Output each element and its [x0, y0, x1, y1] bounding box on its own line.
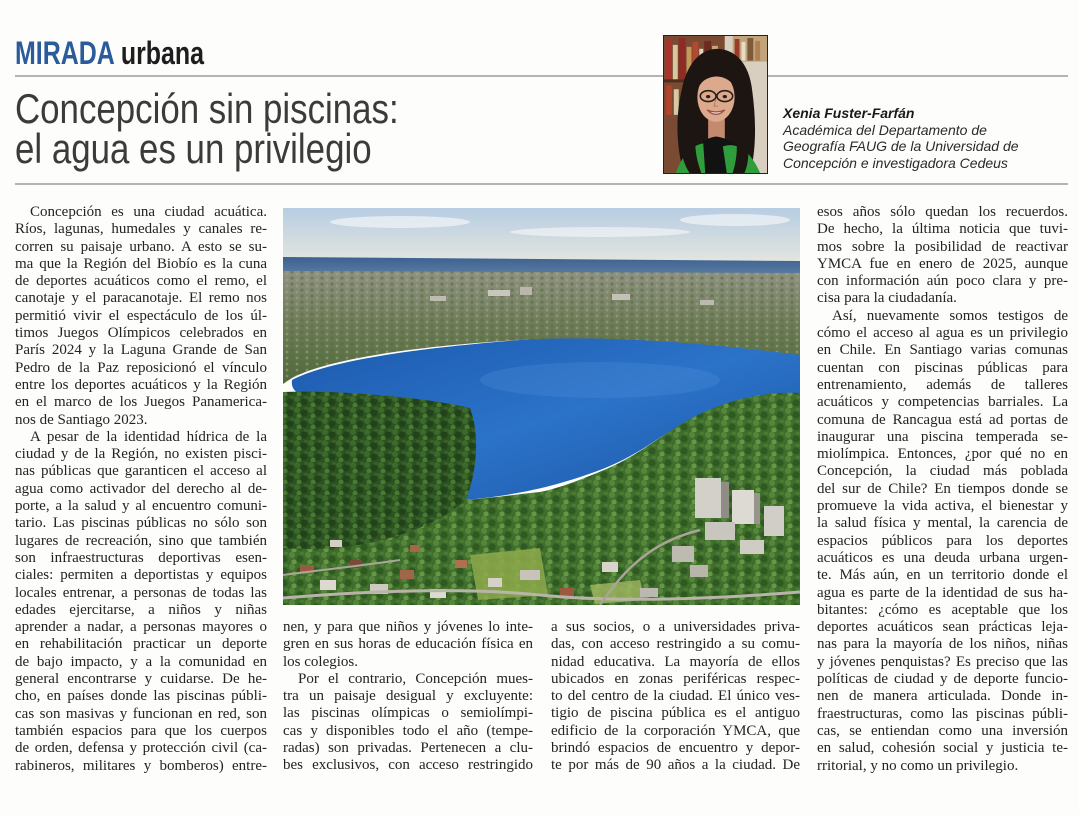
text-line: Por el contrario, Concepción mues- — [298, 670, 533, 687]
text-line: en el marco de los Juegos Panamerica- — [15, 394, 267, 411]
text-line: bes exclusivos, con acceso restringido — [283, 757, 533, 774]
text-line: en salud, cohesión social y justicia te- — [817, 740, 1068, 757]
text-line: Pedro de la Paz reposicionó el vínculo — [15, 359, 267, 376]
text-line: de bajo impacto, y a la comunidad en — [15, 653, 267, 670]
text-line: ciudad y de la Región, no existen pisci- — [15, 446, 267, 463]
headline-rule — [15, 183, 1068, 185]
text-line: y jóvenes penquistas? Es preciso que las — [817, 653, 1068, 670]
headline-line-2: el agua es un privilegio — [15, 125, 372, 172]
text-line: aprender a nadar, a personas mayores o — [15, 619, 267, 636]
column-2 — [283, 619, 533, 775]
headline-line-1: Concepción sin piscinas: — [15, 85, 399, 132]
text-line: políticas de ciudad y de deporte funcio- — [817, 671, 1068, 688]
author-bio-line: Concepción e investigadora Cedeus — [783, 155, 1008, 172]
text-line: De hecho, la última noticia que tuvi- — [817, 221, 1068, 238]
text-line: bitantes: ¿cómo es aceptable que los — [817, 601, 1068, 618]
text-line: entrenamiento, además de talleres — [817, 376, 1068, 393]
text-line: ciales: permiten a deportistas y equipos — [15, 567, 267, 584]
headline — [15, 85, 477, 172]
text-line: comuna de Rancagua está ad portas de — [817, 411, 1068, 428]
text-line: nen de manera articulada. Donde in- — [817, 688, 1068, 705]
text-line: inaugurar una piscina temperada se- — [817, 428, 1068, 445]
header-rule — [15, 75, 1068, 77]
text-line: con información aún poco clara y pre- — [817, 273, 1068, 290]
text-line: Concepción es una ciudad acuática. — [30, 204, 267, 220]
text-line: locales entrenar, a personas de todas las — [15, 584, 267, 601]
text-line: miolímpica. Entonces, ¿por qué no en — [817, 446, 1068, 463]
author-bio-line: Geografía FAUG de la Universidad de — [783, 138, 1019, 155]
author-name: Xenia Fuster-Farfán — [783, 105, 915, 121]
column-4 — [817, 204, 1068, 775]
text-line: acuáticos y competencias barriales. La — [817, 394, 1068, 411]
text-line: los colegios. — [283, 653, 358, 670]
text-line: te. Más aún, en un territorio donde el — [817, 567, 1068, 584]
text-line: cho, en países donde las piscinas públi- — [15, 688, 267, 705]
text-line: canotaje y el paracanotaje. El remo nos — [15, 290, 267, 307]
text-line: acuáticos es una deuda urbana urgen- — [817, 549, 1068, 566]
text-line: to del centro de la ciudad. El único ves- — [551, 688, 800, 705]
text-line: son infraestructuras deportivas esen- — [15, 549, 267, 566]
text-line: timos Juegos Olímpicos celebrados en — [15, 325, 267, 342]
text-line: das, con acceso restringido a su comu- — [551, 636, 800, 653]
text-line: A pesar de la identidad hídrica de la — [30, 428, 267, 445]
text-line: ubicados en zonas periféricas respec- — [551, 670, 800, 687]
text-line: permitió vivir el espectáculo de los úl- — [15, 307, 267, 324]
text-line: cas y disponibles todo el año (tempe- — [283, 722, 533, 739]
text-line: lugares de recreación, sino que también — [15, 532, 267, 549]
text-line: tario. Las piscinas públicas no sólo son — [15, 515, 267, 532]
text-line: gren en sus horas de educación física en — [283, 636, 533, 653]
text-line: ma que la Región del Biobío es la cuna — [15, 255, 267, 272]
column-1 — [15, 204, 267, 775]
article-photo — [283, 208, 800, 605]
text-line: cuentan con piscinas públicas para — [817, 359, 1068, 376]
text-line: brindó espacios de encuentro y depor- — [551, 740, 800, 757]
text-line: porte, a la salud y al encuentro comuni- — [15, 498, 267, 515]
text-line: rritorial, y no como un privilegio. — [817, 757, 1019, 774]
text-line: las piscinas olímpicas o semiolímpi- — [283, 705, 533, 722]
text-line: edades ejercitarse, a niños y niñas — [15, 601, 267, 618]
text-line: nen, y para que niños y jóvenes lo inte- — [283, 619, 533, 635]
section-title-main: MIRADA — [15, 35, 114, 71]
text-line: YMCA fue en enero de 2025, aunque — [817, 255, 1068, 272]
text-line: cas, se entiendan como una inversión — [817, 722, 1068, 739]
text-line: corren su paisaje urbano. A esto se su- — [15, 238, 267, 255]
text-line: Ríos, lagunas, humedales y canales re- — [15, 221, 267, 238]
text-line: la salud física y mental, la carencia de — [817, 515, 1068, 532]
text-line: cómo el acceso al agua es un privilegio — [817, 325, 1068, 342]
text-line: París 2024 y la Laguna Grande de San — [15, 342, 267, 359]
text-line: Concepción, la ciudad más poblada — [817, 463, 1068, 480]
author-photo — [663, 35, 768, 174]
text-line: de orden, defensa y protección civil (ca- — [15, 740, 267, 757]
text-line: deportes acuáticos sean prácticas leja- — [817, 619, 1068, 636]
text-line: nas públicas que garanticen el acceso al — [15, 463, 267, 480]
text-line: tigio de piscina pública es el antiguo — [551, 705, 800, 722]
text-line: tra un paisaje desigual y excluyente: — [283, 688, 533, 705]
text-line: radas) son privadas. Pertenecen a clu- — [283, 740, 533, 757]
text-line: cisa para la ciudadanía. — [817, 290, 957, 307]
column-3 — [551, 619, 800, 775]
section-header — [15, 37, 204, 69]
text-line: nidad educativa. La mayoría de ellos — [551, 653, 800, 670]
text-line: fraestructuras, como las piscinas públi- — [817, 705, 1068, 722]
text-line: cas son masivas y funcionan en red, son — [15, 705, 267, 722]
section-title-sub: urbana — [120, 35, 205, 71]
text-line: te por más de 90 años a la ciudad. De — [551, 757, 800, 774]
text-line: mos sobre la posibilidad de reactivar — [817, 238, 1068, 255]
text-line: nas para la mayoría de los niños, niñas — [817, 636, 1068, 653]
text-line: rabineros, militares y bomberos) entre- — [15, 757, 267, 774]
text-line: edificio de la corporación YMCA, que — [551, 722, 800, 739]
text-line: esos años sólo quedan los recuerdos. — [817, 204, 1068, 220]
text-line: del sur de Chile? En tiempos donde se — [817, 480, 1068, 497]
text-line: a sus socios, o a universidades priva- — [551, 619, 800, 635]
text-line: agua es parte de la identidad de sus ha- — [817, 584, 1068, 601]
text-line: Así, nuevamente somos testigos de — [832, 307, 1068, 324]
text-line: en Chile. En Santiago varias comunas — [817, 342, 1068, 359]
text-line: agua como activador del derecho al de- — [15, 480, 267, 497]
text-line: también espacios para que los cuerpos — [15, 722, 267, 739]
author-info — [783, 105, 1019, 172]
text-line: espacios públicos para los deportes — [817, 532, 1068, 549]
text-line: en rehabilitación practicar un deporte — [15, 636, 267, 653]
text-line: promueve la vida activa, el bienestar y — [817, 498, 1068, 515]
text-line: nos de Santiago 2023. — [15, 411, 148, 428]
text-line: entre los deportes acuáticos y la Región — [15, 376, 267, 393]
text-line: de deportes acuáticos como el remo, el — [15, 273, 267, 290]
text-line: general encontrarse y cuidarse. De he- — [15, 671, 267, 688]
author-bio-line: Académica del Departamento de — [783, 121, 987, 138]
